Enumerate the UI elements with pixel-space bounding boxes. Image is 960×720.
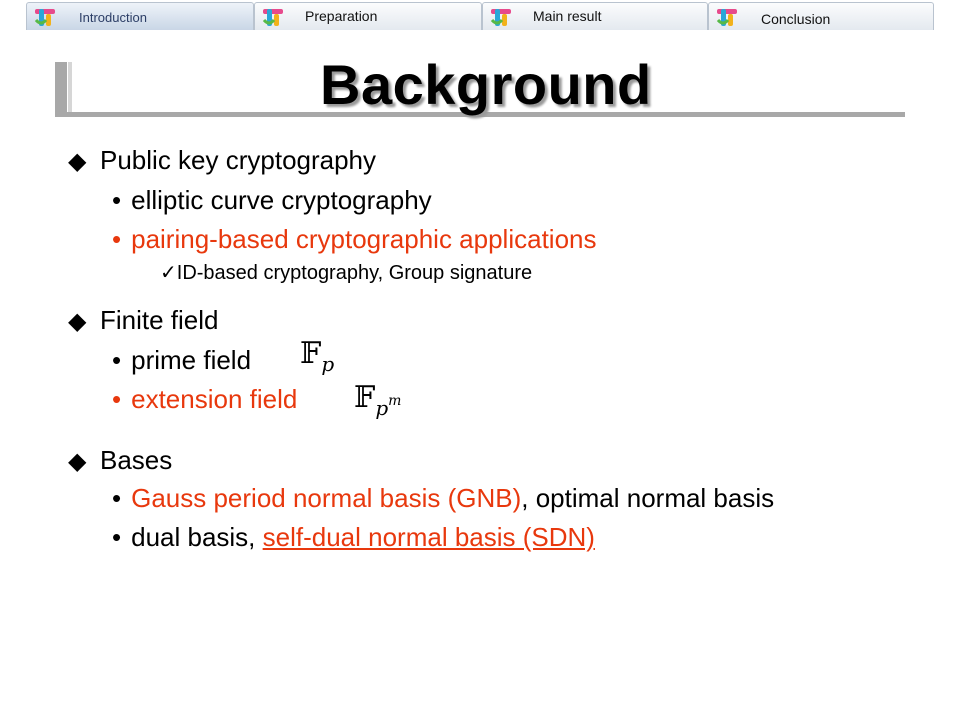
diamond-bullet-icon: ◆ [68, 148, 87, 175]
dot-bullet-icon: • [112, 483, 122, 513]
list-item [112, 183, 432, 217]
item-text: prime field [131, 345, 252, 375]
tus-logo-icon [489, 6, 513, 28]
title-accent-bar [55, 62, 67, 117]
dot-bullet-icon: • [112, 522, 122, 552]
item-text: dual basis, [131, 522, 263, 552]
list-subitem [160, 260, 532, 286]
list-item [112, 481, 774, 515]
heading-text: Finite field [100, 305, 219, 335]
tab-label: Introduction [79, 10, 147, 25]
title-accent-bar-highlight [68, 62, 72, 117]
item-text: elliptic curve cryptography [131, 185, 432, 215]
section-heading-finite-field [68, 303, 219, 339]
dot-bullet-icon: • [112, 224, 122, 254]
check-icon: ✓ [160, 262, 177, 284]
list-item [112, 343, 251, 377]
slide-title: Background [320, 53, 652, 116]
heading-text: Bases [100, 445, 173, 475]
extension-field-formula: 𝔽pm [354, 380, 402, 420]
section-heading-public-key [68, 143, 376, 179]
list-item [112, 222, 597, 256]
item-text: extension field [131, 384, 298, 414]
item-text-highlight: Gauss period normal basis (GNB) [131, 483, 522, 513]
diamond-bullet-icon: ◆ [68, 448, 87, 475]
tab-preparation[interactable] [254, 2, 482, 30]
tab-introduction[interactable] [26, 2, 254, 30]
tab-label: Main result [533, 8, 602, 24]
tus-logo-icon [715, 6, 739, 28]
tab-label: Conclusion [761, 11, 831, 27]
tus-logo-icon [261, 6, 285, 28]
item-text-link[interactable]: self-dual normal basis (SDN) [262, 522, 595, 552]
dot-bullet-icon: • [112, 185, 122, 215]
heading-text: Public key cryptography [100, 145, 377, 175]
prime-field-formula: 𝔽p [300, 336, 335, 376]
item-text: pairing-based cryptographic applications [131, 224, 597, 254]
tab-main-result[interactable] [482, 2, 708, 30]
dot-bullet-icon: • [112, 345, 122, 375]
tab-conclusion[interactable] [708, 2, 934, 30]
section-tab-bar [0, 0, 960, 32]
dot-bullet-icon: • [112, 384, 122, 414]
list-item [112, 382, 297, 416]
list-item [112, 520, 595, 554]
item-text: , optimal normal basis [521, 483, 775, 513]
subitem-text: ID-based cryptography, Group signature [176, 262, 533, 284]
section-heading-bases [68, 443, 172, 479]
diamond-bullet-icon: ◆ [68, 308, 87, 335]
tab-label: Preparation [305, 8, 378, 24]
tus-logo-icon [33, 6, 57, 28]
